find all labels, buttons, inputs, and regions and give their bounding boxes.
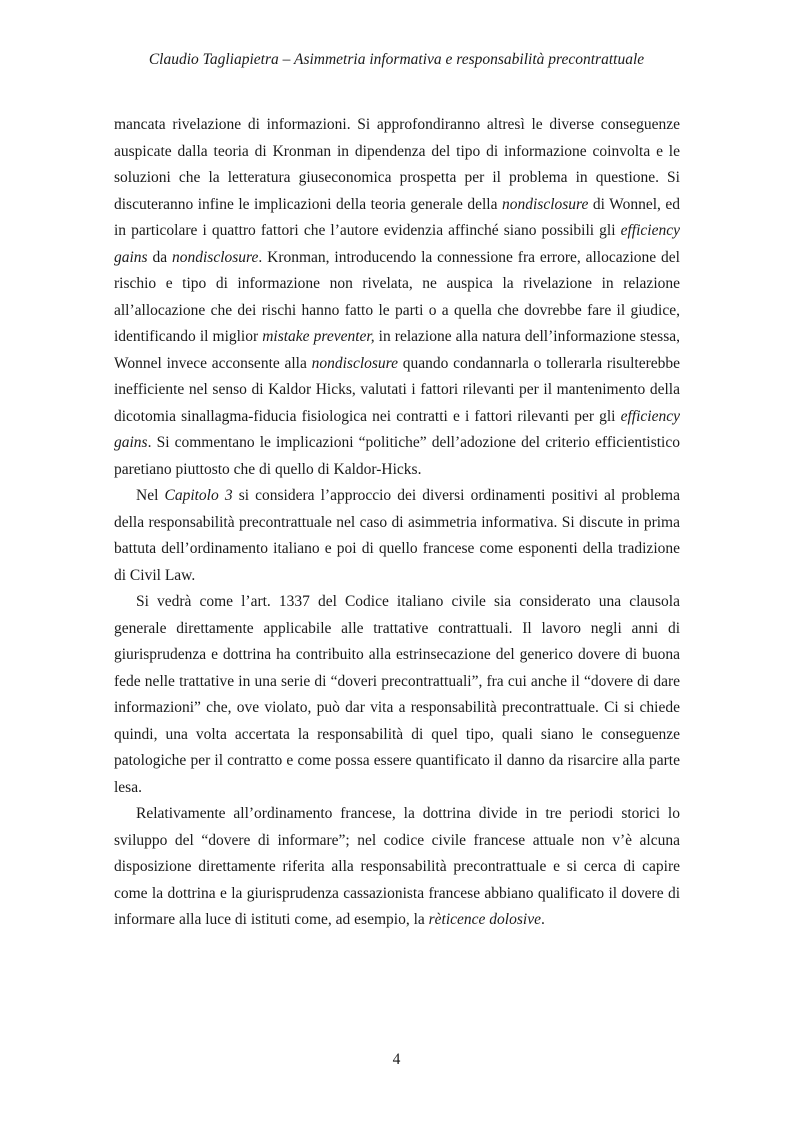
running-header	[0, 50, 793, 70]
paragraph-text: quando condannarla o tollerarla risulterebbe inefficiente nel senso di Kaldor Hicks, valutati i fattori rilevanti per il mantenimento della dicotomia sinallagma-fiducia fisiologica nei contratti e i fattori rilevanti per gli	[114, 354, 680, 425]
emphasis-text: efficiency gains	[114, 407, 680, 451]
paragraph-4	[114, 801, 680, 934]
emphasis-text: nondisclosure	[502, 195, 589, 213]
emphasis-text: Capitolo 3	[164, 487, 233, 504]
paragraph-text: di Wonnel, ed in particolare i quattro fattori che l’autore evidenzia affinché siano possibili gli	[114, 195, 680, 239]
running-title: Claudio Tagliapietra – Asimmetria informativa e responsabilità precontrattuale	[148, 51, 645, 68]
paragraph-text: in relazione alla natura dell’informazione stessa, Wonnel invece acconsente alla	[114, 328, 680, 372]
emphasis-text: rèticence dolosive	[428, 911, 541, 928]
paragraph-2	[114, 483, 680, 589]
paragraph-text: . Kronman, introducendo la connessione fra errore, allocazione del rischio e tipo di informazione non rivelata, ne auspica la rivelazione in relazione all’allocazione che dei rischi hanno fatto le parti o a quella che dovrebbe fare il giudice, identificando il miglior	[114, 248, 680, 345]
emphasis-text: nondisclosure	[171, 248, 259, 266]
body-text	[114, 112, 680, 934]
paragraph-text: .	[540, 911, 545, 928]
paragraph-text: mancata rivelazione di informazioni. Si approfondiranno altresì le diverse conseguenze auspicate dalla teoria di Kronman in dipendenza del tipo di informazione coinvolta e le soluzioni che la letteratura giuseconomica prospetta per il problema in questione. Si discuteranno infine le implicazioni della teoria generale della	[114, 116, 680, 213]
page-number-text: 4	[392, 1051, 401, 1068]
paragraph-text: si considera l’approccio dei diversi ordinamenti positivi al problema della responsabilità precontrattuale nel caso di asimmetria informativa. Si discute in prima battuta dell’ordinamento italiano e poi di quello francese come esponenti della tradizione di Civil Law.	[114, 487, 680, 584]
page-number	[0, 1050, 793, 1070]
paragraph-text: Nel	[136, 487, 165, 504]
paragraph-text: Relativamente all’ordinamento francese, la dottrina divide in tre periodi storici lo sviluppo del “dovere di informare”; nel codice civile francese attuale non v’è alcuna disposizione direttamente riferita alla responsabilità precontrattuale e si cerca di capire come la dottrina e la giurisprudenza cassazionista francese abbiano qualificato il dovere di informare alla luce di istituti come, ad esempio, la	[114, 805, 680, 928]
paragraph-3	[114, 589, 680, 801]
emphasis-text: efficiency gains	[114, 222, 680, 266]
emphasis-text: mistake preventer,	[262, 328, 375, 345]
paragraph-text: . Si commentano le implicazioni “politiche” dell’adozione del criterio efficientistico paretiano piuttosto che di quello di Kaldor-Hicks.	[114, 434, 680, 478]
paragraph-1	[114, 112, 680, 483]
paragraph-text: da	[147, 248, 172, 266]
paragraph-text: Si vedrà come l’art. 1337 del Codice italiano civile sia considerato una clausola generale direttamente applicabile alle trattative contrattuali. Il lavoro negli anni di giurisprudenza e dottrina ha contribuito alla estrinsecazione del generico dovere di buona fede nelle trattative in una serie di “doveri precontrattuali”, fra cui anche il “dovere di dare informazioni” che, ove violato, può dar vita a responsabilità precontrattuale. Ci si chiede quindi, una volta accertata la responsabilità di quel tipo, quali siano le conseguenze patologiche per il contratto e come possa essere quantificato il danno da risarcire alla parte lesa.	[114, 593, 680, 796]
emphasis-text: nondisclosure	[311, 354, 399, 372]
